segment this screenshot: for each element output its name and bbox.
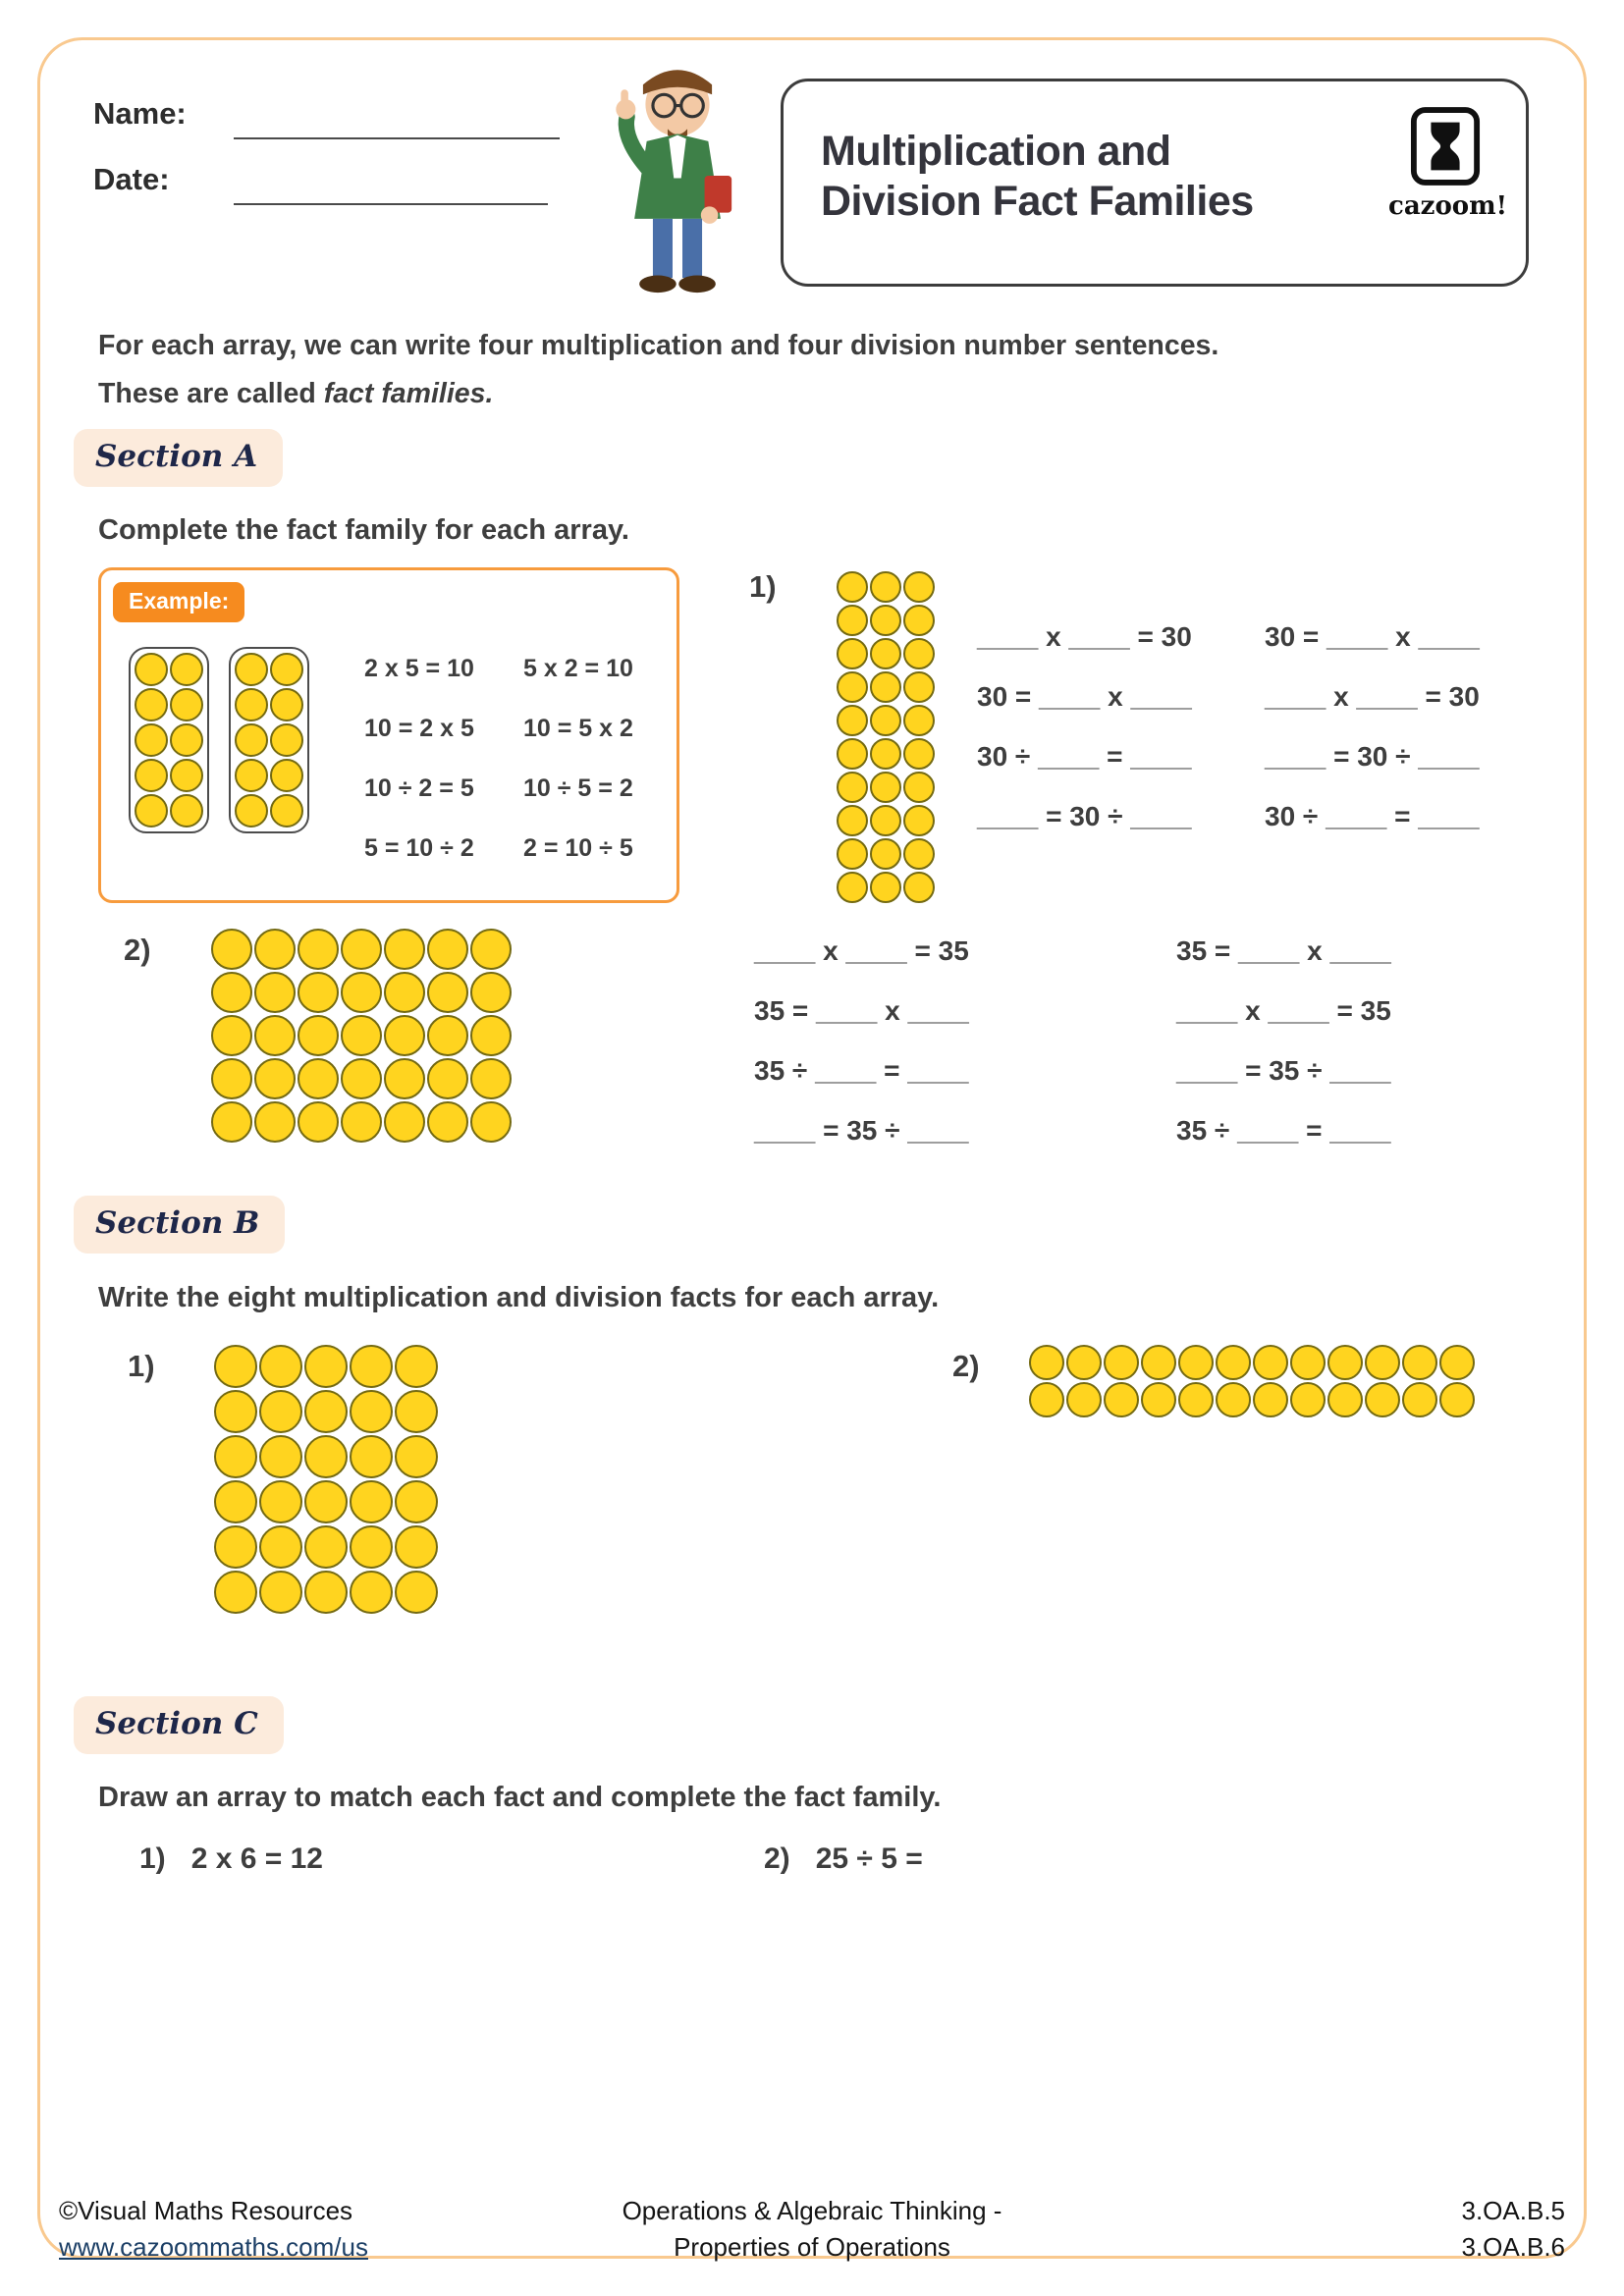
counter-dot (870, 872, 901, 903)
counter-dot (298, 972, 339, 1013)
b1-label: 1) (128, 1349, 155, 1383)
example-label: Example: (113, 582, 244, 622)
example-box (98, 567, 679, 903)
footer-topic-line-1: Operations & Algebraic Thinking - (622, 2196, 1002, 2225)
counter-dot (135, 653, 168, 686)
date-label: Date: (93, 162, 170, 196)
counter-dot (837, 638, 868, 669)
example-dot-array-1 (135, 653, 203, 828)
section-b-instruction: Write the eight multiplication and division facts for each array. (98, 1282, 940, 1313)
counter-dot (350, 1345, 393, 1388)
counter-dot (427, 1015, 468, 1056)
counter-dot (837, 772, 868, 803)
section-b-heading: Section B (74, 1196, 285, 1254)
counter-dot (837, 738, 868, 770)
counter-dot (870, 571, 901, 603)
section-c-instruction: Draw an array to match each fact and complete the fact family. (98, 1782, 942, 1813)
counter-dot (1141, 1382, 1176, 1417)
counter-dot (270, 653, 303, 686)
section-c-heading: Section C (74, 1696, 284, 1754)
counter-dot (254, 972, 296, 1013)
counter-dot (1365, 1382, 1400, 1417)
counter-dot (1253, 1382, 1288, 1417)
counter-dot (135, 759, 168, 792)
counter-dot (384, 929, 425, 970)
counter-dot (254, 1058, 296, 1099)
counter-dot (384, 1058, 425, 1099)
counter-dot (235, 759, 268, 792)
counter-dot (341, 1058, 382, 1099)
counter-dot (395, 1345, 438, 1388)
counter-dot (470, 1101, 512, 1143)
counter-dot (170, 723, 203, 757)
a1-label: 1) (749, 569, 777, 604)
counter-dot (350, 1480, 393, 1523)
counter-dot (211, 1058, 252, 1099)
example-facts-col2: 5 x 2 = 10 10 = 5 x 2 10 ÷ 5 = 2 2 = 10 ÷ 5 (523, 655, 633, 862)
counter-dot (903, 571, 935, 603)
counter-dot (304, 1480, 348, 1523)
section-a-heading: Section A (74, 429, 283, 487)
counter-dot (170, 759, 203, 792)
hourglass-icon (1410, 107, 1481, 186)
counter-dot (298, 1058, 339, 1099)
counter-dot (1253, 1345, 1288, 1380)
counter-dot (903, 605, 935, 636)
counter-dot (135, 794, 168, 828)
counter-dot (214, 1345, 257, 1388)
counter-dot (135, 688, 168, 721)
c2-fact: 25 ÷ 5 = (815, 1842, 923, 1875)
counter-dot (1439, 1345, 1475, 1380)
counter-dot (270, 759, 303, 792)
a2-facts-col2: 35 = ____ x ____ ____ x ____ = 35 ____ = 35 ÷ ____ 35 ÷ ____ = ____ (1176, 935, 1391, 1146)
section-a-instruction: Complete the fact family for each array. (98, 514, 629, 546)
counter-dot (304, 1525, 348, 1569)
counter-dot (270, 723, 303, 757)
counter-dot (298, 1015, 339, 1056)
counter-dot (341, 1101, 382, 1143)
standard-code-1: 3.OA.B.5 (1461, 2196, 1565, 2225)
counter-dot (170, 794, 203, 828)
title-line-1: Multiplication and (821, 128, 1171, 175)
counter-dot (1141, 1345, 1176, 1380)
counter-dot (395, 1480, 438, 1523)
counter-dot (214, 1571, 257, 1614)
counter-dot (211, 972, 252, 1013)
counter-dot (837, 605, 868, 636)
counter-dot (135, 723, 168, 757)
intro-line-2: These are called fact families. (98, 378, 494, 409)
counter-dot (870, 738, 901, 770)
counter-dot (903, 638, 935, 669)
counter-dot (341, 1015, 382, 1056)
intro-text (98, 322, 1218, 418)
counter-dot (395, 1525, 438, 1569)
counter-dot (1290, 1345, 1326, 1380)
fact-families-term: fact families. (323, 378, 494, 409)
counter-dot (170, 688, 203, 721)
counter-dot (214, 1480, 257, 1523)
counter-dot (1439, 1382, 1475, 1417)
counter-dot (1216, 1382, 1251, 1417)
counter-dot (211, 1101, 252, 1143)
counter-dot (341, 972, 382, 1013)
c1-label: 1) (139, 1842, 166, 1875)
counter-dot (341, 929, 382, 970)
counter-dot (903, 705, 935, 736)
a2-label: 2) (124, 933, 151, 967)
a1-facts-col1: ____ x ____ = 30 30 = ____ x ____ 30 ÷ ____ = ____ ____ = 30 ÷ ____ (977, 621, 1192, 831)
name-label: Name: (93, 96, 187, 131)
counter-dot (1365, 1345, 1400, 1380)
counter-dot (304, 1571, 348, 1614)
counter-dot (259, 1480, 302, 1523)
counter-dot (395, 1435, 438, 1478)
counter-dot (259, 1525, 302, 1569)
counter-dot (259, 1345, 302, 1388)
counter-dot (170, 653, 203, 686)
example-array-frame-2 (229, 647, 309, 833)
c2-problem (764, 1842, 923, 1876)
b2-label: 2) (952, 1349, 980, 1383)
counter-dot (214, 1525, 257, 1569)
counter-dot (1178, 1345, 1214, 1380)
copyright-text: ©Visual Maths Resources (59, 2196, 353, 2225)
footer-center (321, 2193, 1303, 2266)
example-array-frame-1 (129, 647, 209, 833)
counter-dot (903, 738, 935, 770)
counter-dot (837, 705, 868, 736)
counter-dot (235, 794, 268, 828)
counter-dot (298, 1101, 339, 1143)
counter-dot (870, 838, 901, 870)
counter-dot (350, 1435, 393, 1478)
a2-dot-array (211, 929, 512, 1143)
counter-dot (1029, 1345, 1064, 1380)
counter-dot (1066, 1345, 1102, 1380)
counter-dot (870, 772, 901, 803)
footer-topic-line-2: Properties of Operations (674, 2232, 950, 2262)
counter-dot (870, 605, 901, 636)
example-dot-array-2 (235, 653, 303, 828)
counter-dot (350, 1390, 393, 1433)
counter-dot (235, 688, 268, 721)
counter-dot (395, 1571, 438, 1614)
a1-dot-array (837, 571, 935, 903)
date-line (234, 203, 548, 205)
counter-dot (211, 929, 252, 970)
counter-dot (870, 705, 901, 736)
counter-dot (259, 1435, 302, 1478)
logo-text: cazoom! (1388, 191, 1508, 221)
worksheet-title (821, 127, 1254, 226)
counter-dot (1029, 1382, 1064, 1417)
a2-facts-col1: ____ x ____ = 35 35 = ____ x ____ 35 ÷ ____ = ____ ____ = 35 ÷ ____ (754, 935, 969, 1146)
counter-dot (350, 1571, 393, 1614)
counter-dot (837, 805, 868, 836)
counter-dot (235, 723, 268, 757)
counter-dot (270, 794, 303, 828)
intro-line-1: For each array, we can write four multiplication and four division number sentences. (98, 330, 1219, 361)
footer-right (1462, 2193, 1566, 2266)
counter-dot (903, 772, 935, 803)
counter-dot (254, 929, 296, 970)
counter-dot (1066, 1382, 1102, 1417)
counter-dot (903, 838, 935, 870)
counter-dot (259, 1571, 302, 1614)
counter-dot (1104, 1382, 1139, 1417)
standard-code-2: 3.OA.B.6 (1461, 2232, 1565, 2262)
counter-dot (870, 805, 901, 836)
counter-dot (870, 638, 901, 669)
counter-dot (304, 1345, 348, 1388)
counter-dot (837, 571, 868, 603)
c2-label: 2) (764, 1842, 790, 1875)
a1-facts-col2: 30 = ____ x ____ ____ x ____ = 30 ____ = 30 ÷ ____ 30 ÷ ____ = ____ (1265, 621, 1480, 831)
counter-dot (427, 972, 468, 1013)
counter-dot (214, 1390, 257, 1433)
counter-dot (427, 929, 468, 970)
counter-dot (470, 1058, 512, 1099)
b1-dot-array (214, 1345, 438, 1614)
counter-dot (235, 653, 268, 686)
counter-dot (270, 688, 303, 721)
counter-dot (254, 1101, 296, 1143)
counter-dot (470, 972, 512, 1013)
counter-dot (470, 1015, 512, 1056)
cazoom-logo (1388, 107, 1508, 221)
counter-dot (470, 929, 512, 970)
name-line (234, 137, 560, 139)
counter-dot (1327, 1382, 1363, 1417)
counter-dot (259, 1390, 302, 1433)
counter-dot (1178, 1382, 1214, 1417)
counter-dot (1216, 1345, 1251, 1380)
counter-dot (1402, 1382, 1437, 1417)
counter-dot (1327, 1345, 1363, 1380)
counter-dot (384, 1101, 425, 1143)
website-link[interactable]: www.cazoommaths.com/us (59, 2232, 368, 2262)
counter-dot (1104, 1345, 1139, 1380)
counter-dot (903, 805, 935, 836)
counter-dot (304, 1435, 348, 1478)
counter-dot (427, 1058, 468, 1099)
teacher-illustration (585, 49, 770, 302)
counter-dot (870, 671, 901, 703)
counter-dot (1402, 1345, 1437, 1380)
counter-dot (254, 1015, 296, 1056)
c1-problem (139, 1842, 323, 1876)
counter-dot (211, 1015, 252, 1056)
counter-dot (837, 671, 868, 703)
title-line-2: Division Fact Families (821, 177, 1254, 225)
counter-dot (837, 838, 868, 870)
counter-dot (903, 671, 935, 703)
example-facts-col1: 2 x 5 = 10 10 = 2 x 5 10 ÷ 2 = 5 5 = 10 ÷ 2 (364, 655, 474, 862)
counter-dot (384, 1015, 425, 1056)
title-box (781, 79, 1529, 287)
counter-dot (350, 1525, 393, 1569)
c1-fact: 2 x 6 = 12 (190, 1842, 323, 1875)
b2-dot-array (1029, 1345, 1475, 1417)
counter-dot (427, 1101, 468, 1143)
counter-dot (1290, 1382, 1326, 1417)
counter-dot (298, 929, 339, 970)
counter-dot (837, 872, 868, 903)
counter-dot (214, 1435, 257, 1478)
counter-dot (304, 1390, 348, 1433)
counter-dot (384, 972, 425, 1013)
counter-dot (903, 872, 935, 903)
counter-dot (395, 1390, 438, 1433)
